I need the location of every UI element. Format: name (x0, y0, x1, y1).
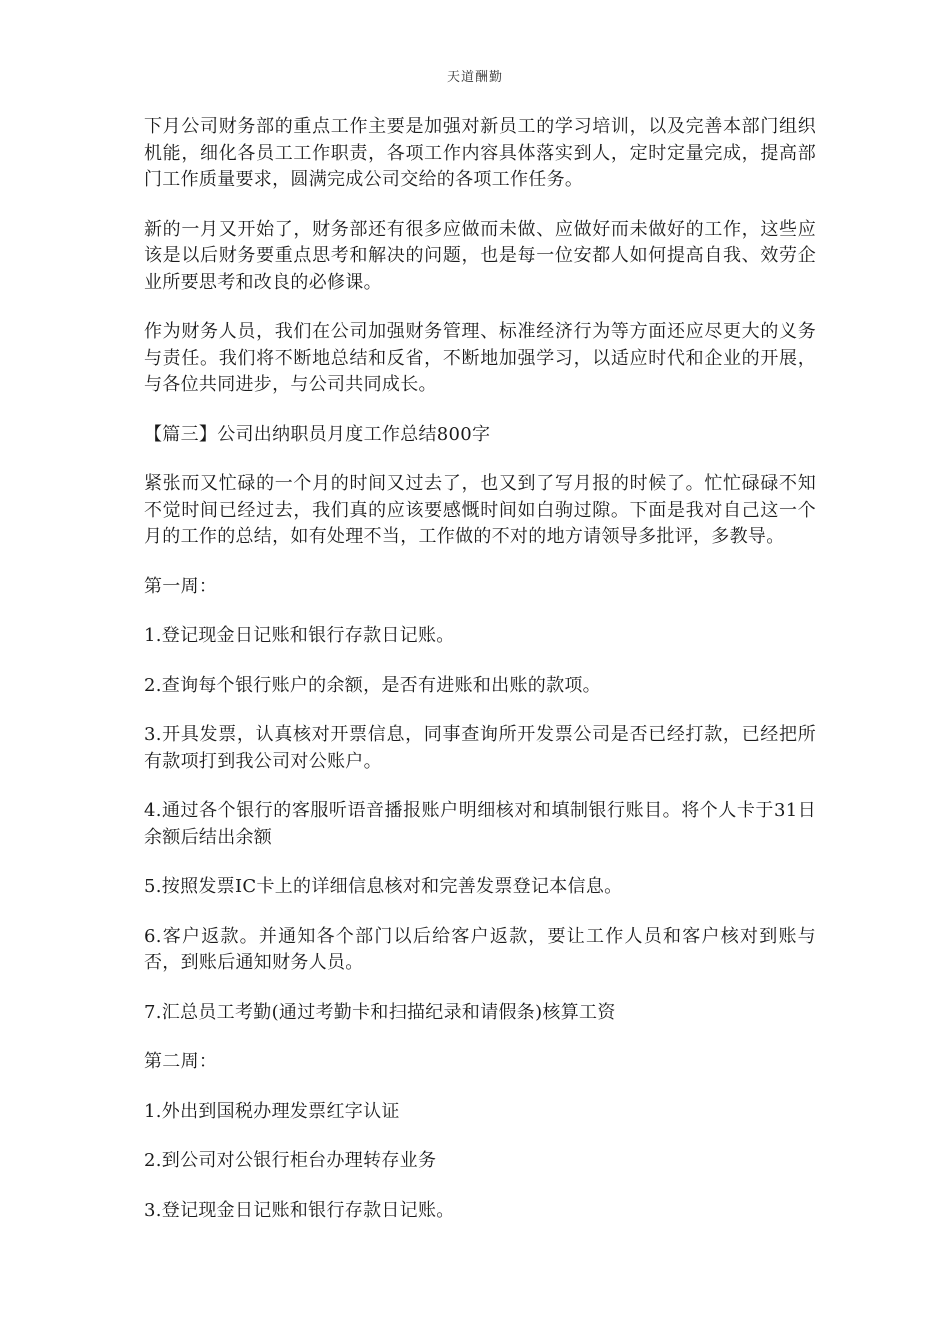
paragraph: 作为财务人员，我们在公司加强财务管理、标准经济行为等方面还应尽更大的义务与责任。我们将不断地总结和反省，不断地加强学习，以适应时代和企业的开展，与各位共同进步，与公司共同成长。 (144, 321, 816, 395)
page-header: 天道酬勤 (446, 70, 503, 85)
section-heading: 【篇三】公司出纳职员月度工作总结800字 (144, 423, 491, 445)
list-item: 1.登记现金日记账和银行存款日记账。 (144, 625, 455, 646)
paragraph: 紧张而又忙碌的一个月的时间又过去了，也又到了写月报的时候了。忙忙碌碌不知不觉时间已经过去，我们真的应该要感慨时间如白驹过隙。下面是我对自己这一个月的工作的总结，如有处理不当，工作做的不对的地方请领导多批评，多教导。 (144, 473, 816, 547)
week-heading: 第一周： (144, 575, 218, 597)
list-item: 2.查询每个银行账户的余额，是否有进账和出账的款项。 (144, 674, 601, 696)
paragraph: 新的一月又开始了，财务部还有很多应做而未做、应做好而未做好的工作，这些应该是以后财务要重点思考和解决的问题，也是每一位安都人如何提高自我、效劳企业所要思考和改良的必修课。 (144, 218, 816, 293)
list-item: 7.汇总员工考勤(通过考勤卡和扫描纪录和请假条)核算工资 (144, 1001, 616, 1023)
document-body (144, 114, 816, 1247)
list-item: 2.到公司对公银行柜台办理转存业务 (144, 1150, 437, 1171)
list-item: 6.客户返款。并通知各个部门以后给客户返款，要让工作人员和客户核对到账与否，到账后通知财务人员。 (144, 925, 816, 973)
paragraph: 下月公司财务部的重点工作主要是加强对新员工的学习培训，以及完善本部门组织机能，细化各员工工作职责，各项工作内容具体落实到人，定时定量完成，提高部门工作质量要求，圆满完成公司交给的各项工作任务。 (144, 116, 816, 190)
week-heading: 第二周： (144, 1051, 218, 1072)
list-item: 1.外出到国税办理发票红字认证 (144, 1100, 400, 1122)
list-item: 3.登记现金日记账和银行存款日记账。 (144, 1199, 455, 1221)
list-item: 5.按照发票IC卡上的详细信息核对和完善发票登记本信息。 (144, 876, 623, 897)
list-item: 3.开具发票，认真核对开票信息，同事查询所开发票公司是否已经打款，已经把所有款项打到我公司对公账户。 (144, 724, 816, 772)
list-item: 4.通过各个银行的客服听语音播报账户明细核对和填制银行账目。将个人卡于31日余额后结出余额 (144, 800, 816, 848)
